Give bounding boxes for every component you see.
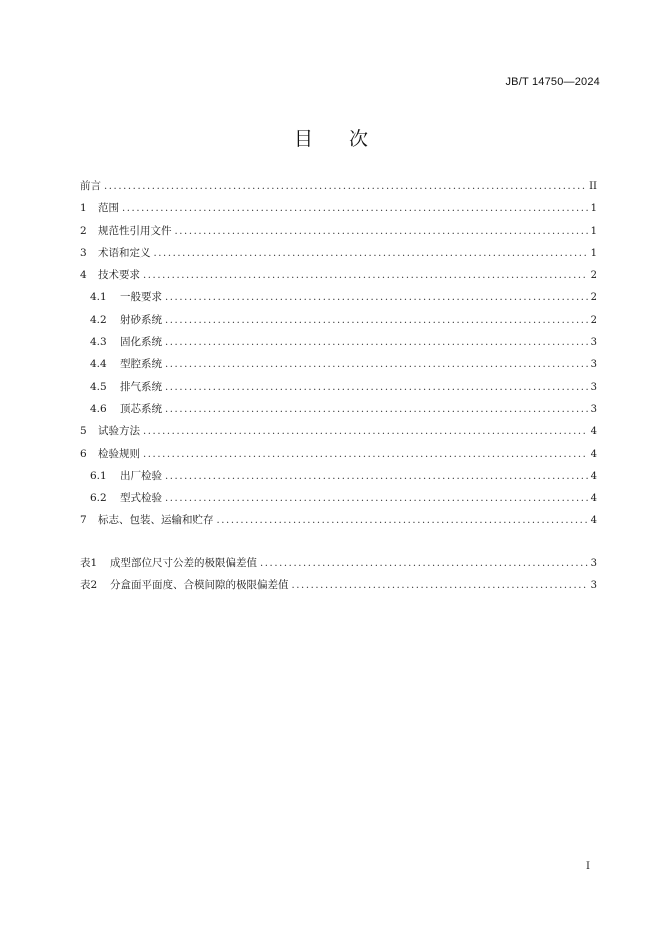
toc-entry[interactable] <box>80 286 597 308</box>
toc-entry[interactable] <box>80 487 597 509</box>
table-of-contents <box>80 175 597 532</box>
toc-entry-title: 型腔系统 <box>120 358 162 371</box>
toc-entry-page: 2 <box>590 270 597 282</box>
toc-entry-page: 1 <box>590 225 597 237</box>
toc-entry-number: 6 <box>80 447 87 460</box>
toc-entry[interactable] <box>80 465 597 487</box>
dot-leader <box>165 332 588 354</box>
list-of-tables <box>80 552 597 597</box>
toc-entry-title: 术语和定义 <box>98 246 151 259</box>
table-list-number: 表1 <box>80 557 98 569</box>
toc-entry-title: 规范性引用文件 <box>98 224 172 237</box>
table-list-entry[interactable] <box>80 552 597 574</box>
dot-leader <box>143 444 588 466</box>
dot-leader <box>143 265 588 287</box>
table-list-number: 表2 <box>80 579 98 592</box>
page-title: 目次 <box>293 128 404 150</box>
table-list-title: 分盒面平面度、合模间隙的极限偏差值 <box>110 579 289 592</box>
toc-entry-page: 4 <box>590 470 597 482</box>
toc-entry-page: 3 <box>590 381 597 393</box>
dot-leader <box>143 421 588 443</box>
toc-entry-page: 2 <box>590 314 597 326</box>
toc-entry-title: 技术要求 <box>98 269 140 282</box>
dot-leader <box>175 221 588 243</box>
toc-entry-title: 固化系统 <box>120 336 162 349</box>
table-list-entry[interactable] <box>80 574 597 596</box>
dot-leader <box>217 510 588 532</box>
toc-entry-number: 4.1 <box>90 291 107 304</box>
toc-entry[interactable] <box>80 398 597 420</box>
toc-entry[interactable] <box>80 220 597 242</box>
page-number: I <box>586 861 590 872</box>
toc-entry[interactable] <box>80 353 597 375</box>
toc-entry[interactable] <box>80 331 597 353</box>
dot-leader <box>165 399 588 421</box>
dot-leader <box>104 176 586 198</box>
dot-leader <box>165 310 588 332</box>
toc-entry-page: 4 <box>590 493 597 505</box>
toc-entry-number: 7 <box>80 514 87 527</box>
toc-entry-number: 5 <box>80 425 87 438</box>
dot-leader <box>165 377 588 399</box>
toc-entry[interactable] <box>80 175 597 197</box>
table-list-page: 3 <box>590 580 597 592</box>
dot-leader <box>165 287 588 309</box>
toc-entry-page: II <box>589 181 597 192</box>
dot-leader <box>260 553 588 575</box>
toc-entry-title: 出厂检验 <box>120 469 162 482</box>
toc-entry[interactable] <box>80 242 597 264</box>
dot-leader <box>154 243 588 265</box>
toc-entry-page: 3 <box>590 337 597 349</box>
toc-entry-number: 4.2 <box>90 313 107 326</box>
toc-entry-title: 检验规则 <box>98 447 140 460</box>
toc-entry[interactable] <box>80 264 597 286</box>
toc-entry-title: 前言 <box>80 180 101 192</box>
dot-leader <box>165 488 588 510</box>
dot-leader <box>122 198 588 220</box>
toc-entry-page: 2 <box>590 292 597 304</box>
toc-entry-page: 1 <box>590 247 597 259</box>
toc-entry[interactable] <box>80 443 597 465</box>
toc-entry-number: 4.4 <box>90 358 107 371</box>
dot-leader <box>165 466 588 488</box>
toc-entry-number: 3 <box>80 246 87 259</box>
toc-entry-number: 4.6 <box>90 402 107 415</box>
standard-code: JB/T 14750—2024 <box>505 76 600 88</box>
table-list-page: 3 <box>590 558 597 569</box>
toc-entry[interactable] <box>80 509 597 531</box>
toc-entry-title: 射砂系统 <box>120 313 162 326</box>
toc-entry-title: 型式检验 <box>120 492 162 505</box>
toc-entry-number: 6.2 <box>90 492 107 505</box>
toc-entry-page: 4 <box>590 426 597 438</box>
toc-entry-page: 3 <box>590 403 597 415</box>
dot-leader <box>165 354 588 376</box>
toc-entry-number: 4 <box>80 269 87 282</box>
toc-entry-number: 1 <box>80 202 87 215</box>
toc-entry[interactable] <box>80 420 597 442</box>
toc-entry[interactable] <box>80 197 597 219</box>
dot-leader <box>292 575 588 597</box>
toc-entry-title: 范围 <box>98 202 119 215</box>
toc-entry[interactable] <box>80 376 597 398</box>
toc-entry-title: 排气系统 <box>120 380 162 393</box>
toc-entry-number: 6.1 <box>90 469 107 482</box>
table-list-title: 成型部位尺寸公差的极限偏差值 <box>110 557 257 569</box>
toc-entry-number: 2 <box>80 224 87 237</box>
toc-entry-page: 4 <box>590 515 597 527</box>
toc-entry-page: 4 <box>590 448 597 460</box>
toc-entry-title: 顶芯系统 <box>120 402 162 415</box>
toc-entry[interactable] <box>80 309 597 331</box>
toc-entry-title: 标志、包装、运输和贮存 <box>98 514 214 527</box>
toc-entry-title: 一般要求 <box>120 291 162 304</box>
toc-entry-title: 试验方法 <box>98 425 140 438</box>
toc-entry-page: 3 <box>590 359 597 371</box>
toc-entry-number: 4.3 <box>90 336 107 349</box>
toc-entry-number: 4.5 <box>90 380 107 393</box>
toc-entry-page: 1 <box>590 203 597 215</box>
